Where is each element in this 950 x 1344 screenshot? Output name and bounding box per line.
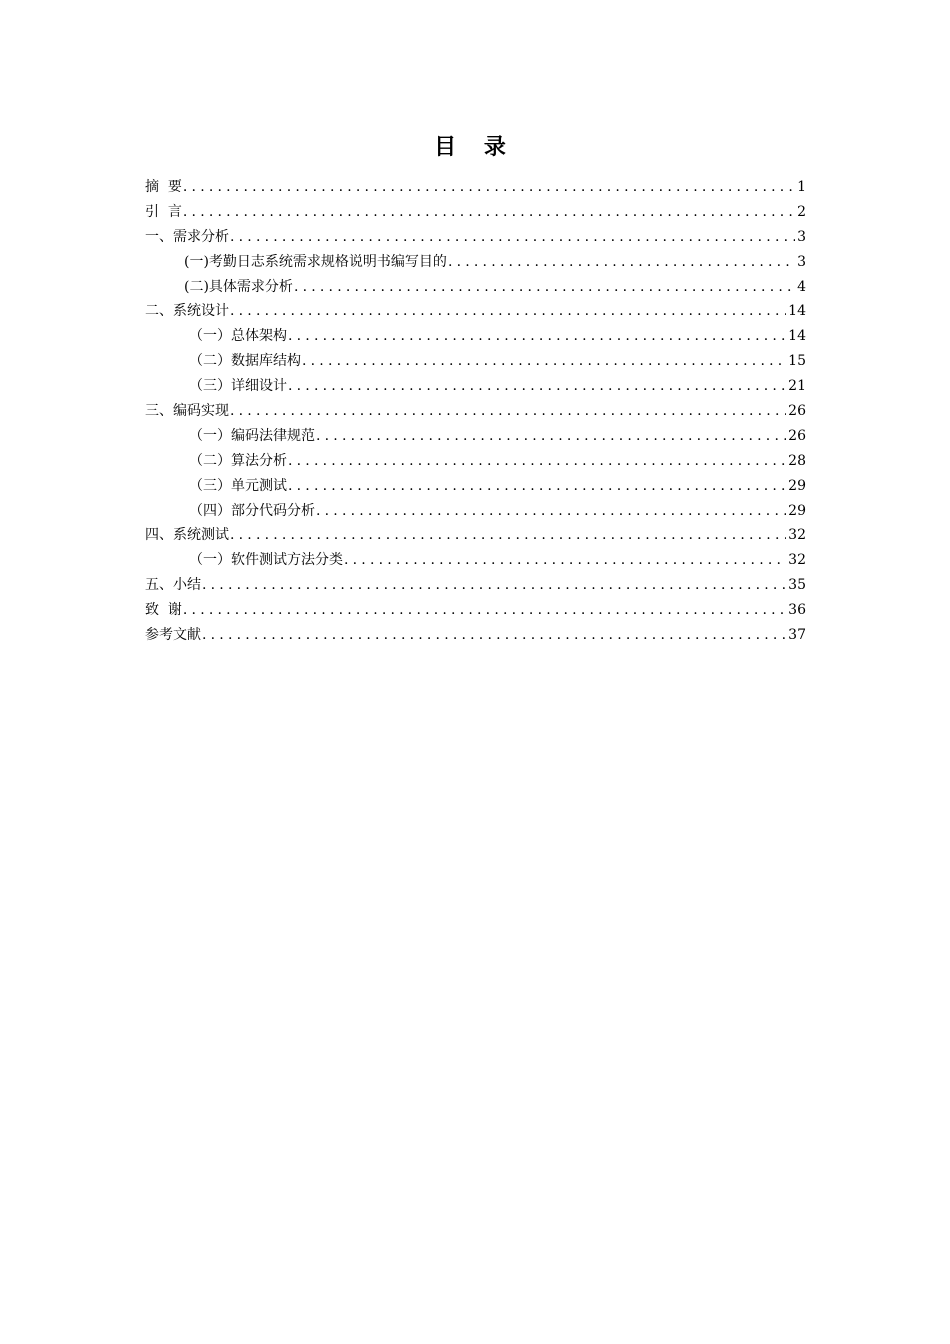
toc-entry-introduction[interactable] <box>145 200 806 225</box>
toc-entry-detailed-design[interactable] <box>145 374 806 399</box>
toc-entry-page: 28 <box>788 452 806 469</box>
toc-dot-leader <box>183 175 795 200</box>
toc-dot-leader <box>294 275 795 300</box>
toc-entry-label: 一、需求分析 <box>145 228 229 245</box>
toc-entry-specific-requirements[interactable] <box>145 275 806 300</box>
toc-entry-test-methods[interactable] <box>145 548 806 573</box>
toc-list <box>145 175 806 648</box>
toc-entry-page: 36 <box>788 602 806 619</box>
toc-entry-label: （一）软件测试方法分类 <box>189 552 343 569</box>
toc-entry-implementation[interactable] <box>145 399 806 424</box>
toc-entry-page: 29 <box>788 477 806 494</box>
toc-entry-page: 26 <box>788 427 806 444</box>
toc-dot-leader <box>230 523 786 548</box>
toc-dot-leader <box>183 200 795 225</box>
toc-dot-leader <box>230 299 786 324</box>
toc-title: 目 录 <box>434 135 516 160</box>
toc-entry-abstract[interactable] <box>145 175 806 200</box>
toc-dot-leader <box>448 250 795 275</box>
toc-entry-label: 摘 要 <box>145 179 182 195</box>
toc-entry-page: 1 <box>797 179 806 195</box>
toc-entry-spec-purpose[interactable] <box>145 250 806 275</box>
toc-entry-label: 三、编码实现 <box>145 403 229 420</box>
toc-entry-requirements[interactable] <box>145 225 806 250</box>
toc-entry-label: 二、系统设计 <box>145 303 229 320</box>
toc-entry-page: 2 <box>797 203 806 220</box>
toc-entry-page: 29 <box>788 502 806 519</box>
toc-entry-label: （二）算法分析 <box>189 452 287 469</box>
toc-entry-label: 引 言 <box>145 203 182 220</box>
toc-entry-page: 21 <box>788 378 806 395</box>
toc-entry-label: （三）详细设计 <box>189 378 287 395</box>
toc-entry-label: （一）总体架构 <box>189 328 287 345</box>
toc-entry-page: 3 <box>797 253 806 270</box>
toc-dot-leader <box>344 548 786 573</box>
toc-dot-leader <box>230 225 795 250</box>
toc-entry-page: 32 <box>788 527 806 544</box>
toc-dot-leader <box>230 399 786 424</box>
toc-entry-page: 37 <box>788 627 806 644</box>
toc-entry-algorithm-analysis[interactable] <box>145 449 806 474</box>
toc-entry-page: 14 <box>788 328 806 345</box>
toc-dot-leader <box>183 598 786 623</box>
toc-entry-label: （四）部分代码分析 <box>189 502 315 519</box>
toc-entry-references[interactable] <box>145 623 806 648</box>
toc-dot-leader <box>316 424 786 449</box>
toc-dot-leader <box>288 324 786 349</box>
toc-entry-page: 14 <box>788 303 806 320</box>
toc-dot-leader <box>288 474 786 499</box>
toc-entry-summary[interactable] <box>145 573 806 598</box>
toc-entry-system-testing[interactable] <box>145 523 806 548</box>
toc-entry-page: 32 <box>788 552 806 569</box>
toc-dot-leader <box>288 449 786 474</box>
toc-entry-page: 4 <box>797 278 806 295</box>
toc-entry-coding-standards[interactable] <box>145 424 806 449</box>
toc-entry-code-analysis[interactable] <box>145 499 806 524</box>
toc-entry-page: 15 <box>788 353 806 370</box>
toc-dot-leader <box>202 573 786 598</box>
toc-entry-page: 3 <box>797 228 806 245</box>
toc-entry-page: 26 <box>788 403 806 420</box>
toc-entry-database-structure[interactable] <box>145 349 806 374</box>
toc-entry-label: （二）数据库结构 <box>189 353 301 370</box>
toc-entry-label: 五、小结 <box>145 577 201 594</box>
toc-entry-label: （一）编码法律规范 <box>189 427 315 444</box>
toc-entry-label: 致 谢 <box>145 602 182 619</box>
toc-dot-leader <box>302 349 786 374</box>
toc-dot-leader <box>202 623 786 648</box>
toc-entry-label: 参考文献 <box>145 627 201 644</box>
toc-entry-overall-architecture[interactable] <box>145 324 806 349</box>
toc-entry-unit-testing[interactable] <box>145 474 806 499</box>
toc-dot-leader <box>316 499 786 524</box>
toc-entry-acknowledgements[interactable] <box>145 598 806 623</box>
toc-entry-page: 35 <box>788 577 806 594</box>
toc-entry-label: （三）单元测试 <box>189 477 287 494</box>
toc-entry-label: (二)具体需求分析 <box>184 278 293 295</box>
toc-entry-label: (一)考勤日志系统需求规格说明书编写目的 <box>184 253 447 270</box>
toc-entry-label: 四、系统测试 <box>145 527 229 544</box>
toc-entry-system-design[interactable] <box>145 299 806 324</box>
toc-dot-leader <box>288 374 786 399</box>
